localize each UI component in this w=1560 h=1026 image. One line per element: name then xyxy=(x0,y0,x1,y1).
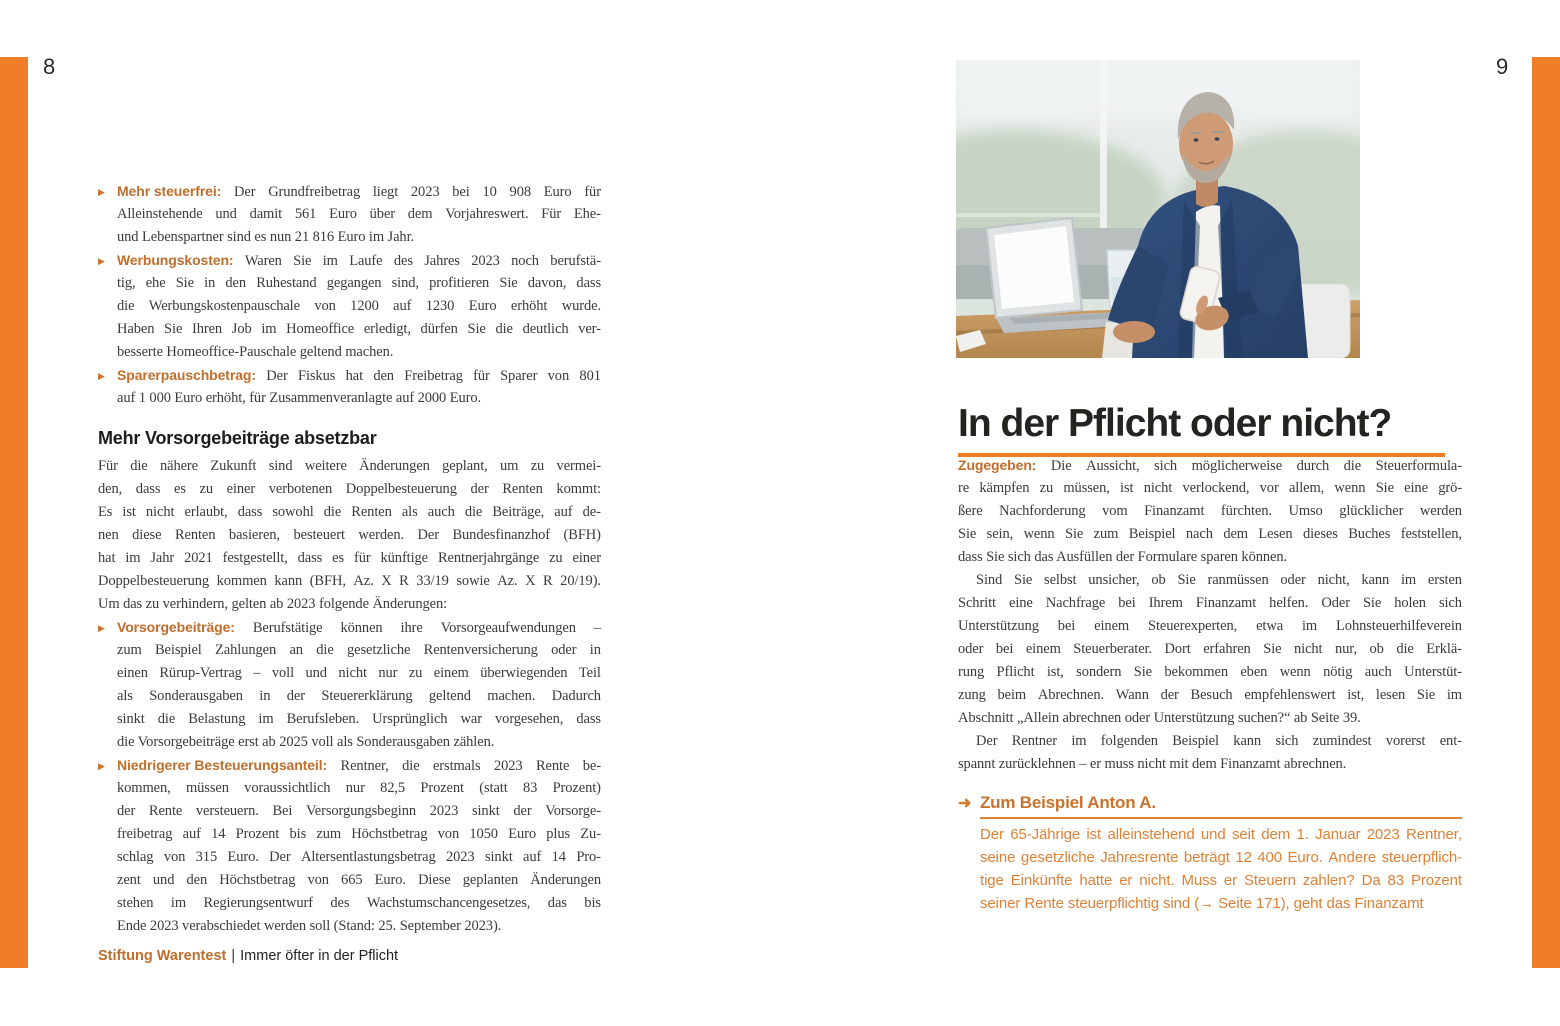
text-line: die Vorsorgebeiträge erst ab 2025 voll als Sonderausgaben zählen. xyxy=(117,734,495,750)
text-line: Sind Sie selbst unsicher, ob Sie ranmüssen oder nicht, kann im ersten xyxy=(976,572,1462,588)
text-line: Ende 2023 verabschiedet werden soll (Stand: 25. September 2023). xyxy=(117,918,502,934)
text-line: als Sonderausgaben in der Steuererklärung geltend machen. Dadurch xyxy=(117,688,601,704)
text-line: die Werbungskostenpauschale von 1200 auf 1230 Euro erhöht wurde. xyxy=(117,298,601,314)
lead-label: Mehr steuerfrei: xyxy=(117,183,222,199)
page-number-right: 9 xyxy=(1496,54,1509,79)
text-line: seine gesetzliche Jahresrente beträgt 12 400 Euro. Andere steuerpflich- xyxy=(980,849,1462,866)
text-line: auf 1 000 Euro erhöht, für Zusammenveranlagte auf 2000 Euro. xyxy=(117,390,482,406)
paragraph-vorsorge xyxy=(98,458,601,619)
paragraph-zugegeben xyxy=(958,457,1462,572)
text-line: zent und den Höchstbetrag von 665 Euro. Diese geplanten Änderungen xyxy=(117,872,601,888)
example-heading-row xyxy=(958,793,1462,814)
bullet-item-vorsorgebeitraege xyxy=(98,619,601,757)
text-line: Vorsorgebeiträge: Berufstätige können ihre Vorsorgeaufwendungen – xyxy=(117,619,601,636)
paragraph-unsicher xyxy=(958,572,1462,733)
text-line: Sie sein, wenn Sie zum Beispiel nach dem Lesen dieses Buches feststellen, xyxy=(958,526,1462,542)
bullet-text xyxy=(117,619,601,757)
section-heading: Mehr Vorsorgebeiträge absetzbar xyxy=(98,428,377,448)
right-page-edge-bar xyxy=(1532,57,1560,968)
text-line: Mehr steuerfrei: Der Grundfreibetrag liegt 2023 bei 10 908 Euro für xyxy=(117,183,601,200)
text-line: oder bei einem Steuerberater. Dort erfahren Sie nicht nur, ob die Erklä- xyxy=(958,641,1462,657)
lead-label: Werbungskosten: xyxy=(117,252,234,268)
bullet-text xyxy=(117,757,601,941)
text-line: freibetrag auf 14 Prozent bis zum Höchstbetrag von 1050 Euro plus Zu- xyxy=(117,826,601,842)
bullet-item-werbungskosten xyxy=(98,252,601,367)
chapter-title: In der Pflicht oder nicht? xyxy=(958,402,1392,445)
text-line: den, dass es zu einer verbotenen Doppelbesteuerung der Renten kommt: xyxy=(98,481,601,497)
example-underline-rule xyxy=(980,817,1462,819)
text-line: rung Pflicht ist, sondern Sie bekommen eben wenn nötig auch Unterstüt- xyxy=(958,664,1462,680)
text-line: zum Beispiel Zahlungen an die gesetzliche Rentenversicherung oder in xyxy=(117,642,601,658)
left-page-edge-bar xyxy=(0,57,28,968)
text-line: stehen im Regierungsentwurf des Wachstumschancengesetzes, das bis xyxy=(117,895,601,911)
text-line: Zugegeben: Die Aussicht, sich möglicherweise durch die Steuerformula- xyxy=(958,457,1462,474)
text-line: tige Einkünfte hatte er nicht. Muss er Steuern zahlen? Da 83 Prozent xyxy=(980,872,1462,889)
paragraph-rentner-beispiel xyxy=(958,733,1462,779)
text-line: ßere Nachforderung vom Finanzamt fürchten. Umso glücklicher werden xyxy=(958,503,1462,519)
text-line: nen diese Renten basieren, besteuert werden. Der Bundesfinanzhof (BFH) xyxy=(98,527,601,543)
text-line: besserte Homeoffice-Pauschale geltend machen. xyxy=(117,344,394,360)
text-line: Der 65-Jährige ist alleinstehend und seit dem 1. Januar 2023 Rentner, xyxy=(980,826,1462,843)
page-number-left: 8 xyxy=(43,54,56,79)
text-line: Es ist nicht erlaubt, dass sowohl die Renten als auch die Beiträge, auf de- xyxy=(98,504,601,520)
footer-brand: Stiftung Warentest xyxy=(98,948,227,964)
bullet-text xyxy=(117,367,601,413)
running-footer xyxy=(98,948,398,964)
text-line: re kämpfen zu müssen, ist nicht verlockend, vor allem, wenn Sie eine grö- xyxy=(958,480,1462,496)
lead-label: Niedrigerer Besteuerungsanteil: xyxy=(117,757,328,773)
text-line: spannt zurücklehnen – er muss nicht mit dem Finanzamt abrechnen. xyxy=(958,756,1347,772)
example-box xyxy=(958,793,1462,918)
footer-book-title: Immer öfter in der Pflicht xyxy=(240,948,399,964)
text-line: Unterstützung bei einem Steuerexperten, etwa im Lohnsteuerhilfeverein xyxy=(958,618,1462,634)
text-line: sinkt die Belastung im Berufsleben. Ursprünglich war vorgesehen, dass xyxy=(117,711,601,727)
bullet-text xyxy=(117,252,601,367)
text-line: Sparerpauschbetrag: Der Fiskus hat den Freibetrag für Sparer von 801 xyxy=(117,367,601,384)
arrow-right-icon: ➜ xyxy=(958,795,972,812)
left-page-text-column xyxy=(98,183,601,941)
bullet-triangle-icon: ▶ xyxy=(98,371,105,381)
text-line: hat im Jahr 2021 festgestellt, dass es für künftige Rentnerjahrgänge zu einer xyxy=(98,550,601,566)
text-line: Niedrigerer Besteuerungsanteil: Rentner, die erstmals 2023 Rente be- xyxy=(117,757,601,774)
text-line: kommen, müssen voraussichtlich nur 82,5 Prozent (statt 83 Prozent) xyxy=(117,780,601,796)
lead-label: Sparerpauschbetrag: xyxy=(117,367,256,383)
bullet-item-besteuerungsanteil xyxy=(98,757,601,941)
text-line: Für die nähere Zukunft sind weitere Änderungen geplant, um zu vermei- xyxy=(98,458,601,474)
bullet-text xyxy=(117,183,601,252)
footer-separator: | xyxy=(231,948,236,964)
example-text xyxy=(980,826,1462,918)
right-page-text-column xyxy=(958,403,1462,918)
text-line: einen Rürup-Vertrag – voll und nicht nur zu einem überwiegenden Teil xyxy=(117,665,601,681)
text-line: Werbungskosten: Waren Sie im Laufe des Jahres 2023 noch berufstä- xyxy=(117,252,601,269)
text-line: und Lebenspartner sind es nun 21 816 Euro im Jahr. xyxy=(117,229,415,245)
senior-man-laptop-photo xyxy=(956,60,1360,358)
text-line: zung beim Abrechnen. Wann der Besuch empfehlenswert ist, lesen Sie im xyxy=(958,687,1462,703)
text-line: Doppelbesteuerung kommen kann (BFH, Az. X R 33/19 sowie Az. X R 20/19). xyxy=(98,573,601,589)
bullet-item-mehr-steuerfrei xyxy=(98,183,601,252)
text-line: Schritt eine Nachfrage bei Ihrem Finanzamt helfen. Oder Sie holen sich xyxy=(958,595,1462,611)
example-heading: Zum Beispiel Anton A. xyxy=(980,793,1156,812)
lead-label: Vorsorgebeiträge: xyxy=(117,619,235,635)
text-line: Um das zu verhindern, gelten ab 2023 folgende Änderungen: xyxy=(98,596,448,612)
text-line: schlag von 315 Euro. Der Altersentlastungsbetrag 2023 sinkt auf 14 Pro- xyxy=(117,849,601,865)
text-line: Alleinstehende und damit 561 Euro über dem Vorjahreswert. Für Ehe- xyxy=(117,206,601,222)
text-line: tig, ehe Sie in den Ruhestand gegangen sind, profitieren Sie davon, dass xyxy=(117,275,601,291)
text-line: Haben Sie Ihren Job im Homeoffice erledigt, dürfen Sie die deutlich ver- xyxy=(117,321,601,337)
text-line: dass Sie sich das Ausfüllen der Formulare sparen können. xyxy=(958,549,1288,565)
bullet-triangle-icon: ▶ xyxy=(98,187,105,197)
text-line: Der Rentner im folgenden Beispiel kann sich zumindest vorerst ent- xyxy=(976,733,1462,749)
lead-label: Zugegeben: xyxy=(958,457,1037,473)
bullet-item-sparerpauschbetrag xyxy=(98,367,601,413)
text-line: der Rente versteuern. Bei Versorgungsbeginn 2023 sinkt der Vorsorge- xyxy=(117,803,601,819)
bullet-triangle-icon: ▶ xyxy=(98,623,105,633)
bullet-triangle-icon: ▶ xyxy=(98,256,105,266)
text-line: seiner Rente steuerpflichtig sind (→ Seite 171), geht das Finanzamt xyxy=(980,895,1424,912)
bullet-triangle-icon: ▶ xyxy=(98,761,105,771)
text-line: Abschnitt „Allein abrechnen oder Unterstützung suchen?“ ab Seite 39. xyxy=(958,710,1361,726)
